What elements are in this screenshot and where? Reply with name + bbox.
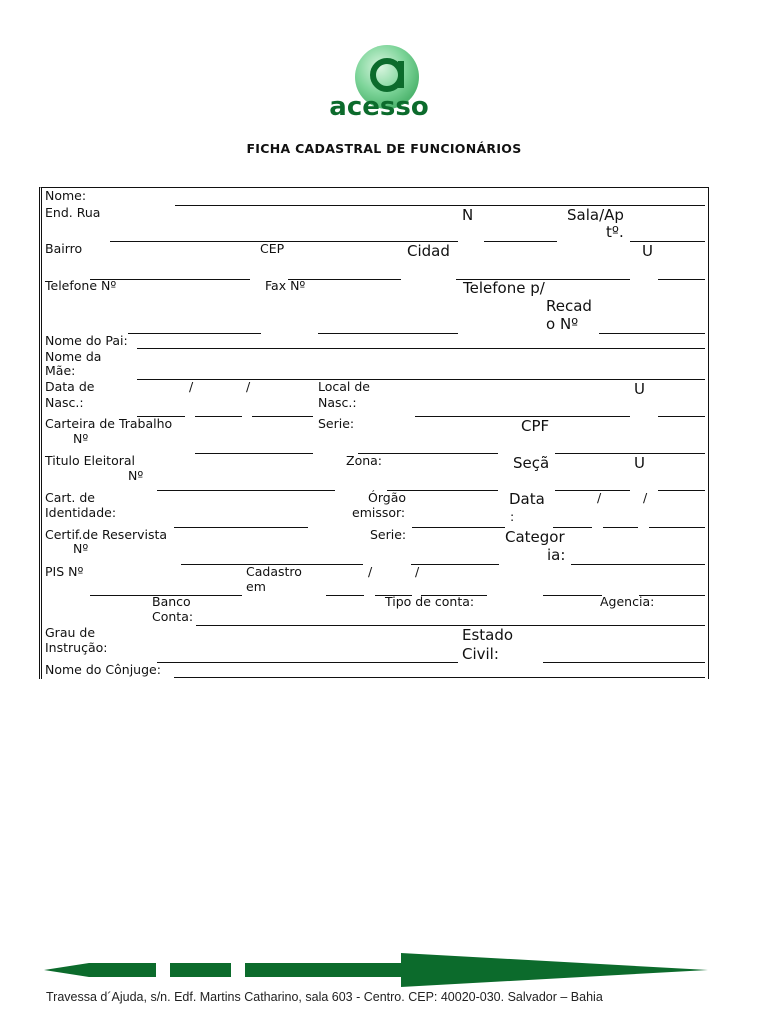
label-numero: N bbox=[462, 206, 474, 224]
label-sala-b: tº. bbox=[606, 223, 624, 241]
label-categoria-b: ia: bbox=[547, 546, 566, 564]
label-data-a: Data bbox=[509, 490, 545, 508]
label-uf-nasc: U bbox=[634, 380, 645, 398]
label-carteira-b: Nº bbox=[73, 431, 89, 446]
label-uf-titulo: U bbox=[634, 454, 645, 472]
field-uf-line[interactable] bbox=[658, 279, 705, 280]
label-serie-reservista: Serie: bbox=[370, 527, 407, 542]
label-categoria-a: Categor bbox=[505, 528, 565, 546]
label-grau-b: Instrução: bbox=[45, 640, 108, 655]
label-fax: Fax Nº bbox=[265, 278, 306, 293]
footer-arrow-icon bbox=[44, 950, 712, 990]
field-serie-reservista-line[interactable] bbox=[411, 564, 499, 565]
label-orgao-b: emissor: bbox=[352, 505, 406, 520]
label-data-nasc-a: Data de bbox=[45, 379, 95, 394]
field-mes-nasc-line[interactable] bbox=[195, 416, 242, 417]
date-separator: / bbox=[189, 379, 194, 394]
label-local-nasc-a: Local de bbox=[318, 379, 370, 394]
form-title: FICHA CADASTRAL DE FUNCIONÁRIOS bbox=[246, 141, 522, 156]
field-uf-titulo-line[interactable] bbox=[658, 490, 705, 491]
field-secao-line[interactable] bbox=[555, 490, 630, 491]
label-orgao-a: Órgão bbox=[368, 490, 407, 505]
field-uf-nasc-line[interactable] bbox=[658, 416, 705, 417]
date-separator: / bbox=[597, 490, 602, 505]
label-data-nasc-b: Nasc.: bbox=[45, 395, 84, 410]
label-cadastro-b: em bbox=[246, 579, 266, 594]
label-tipo-conta: Tipo de conta: bbox=[385, 594, 475, 609]
field-categoria-line[interactable] bbox=[571, 564, 705, 565]
label-serie: Serie: bbox=[318, 416, 355, 431]
field-fax-line[interactable] bbox=[318, 333, 458, 334]
label-tel-recado-a: Telefone p/ bbox=[463, 279, 545, 297]
label-estado-b: Civil: bbox=[462, 645, 499, 663]
label-telefone: Telefone Nº bbox=[45, 278, 117, 293]
label-nome-pai: Nome do Pai: bbox=[45, 333, 128, 348]
label-carteira-a: Carteira de Trabalho bbox=[45, 416, 173, 431]
field-conjuge-line[interactable] bbox=[174, 677, 705, 678]
field-estado-civil-line[interactable] bbox=[543, 662, 705, 663]
logo bbox=[318, 44, 438, 126]
label-cep: CEP bbox=[260, 241, 285, 256]
field-carteira-line[interactable] bbox=[195, 453, 313, 454]
field-nome-mae-line[interactable] bbox=[137, 379, 705, 380]
label-pis: PIS Nº bbox=[45, 564, 84, 579]
label-cadastro-a: Cadastro bbox=[246, 564, 302, 579]
label-reservista-b: Nº bbox=[73, 541, 89, 556]
field-tel-recado-line[interactable] bbox=[599, 333, 705, 334]
label-titulo-b: Nº bbox=[128, 468, 144, 483]
date-separator: / bbox=[246, 379, 251, 394]
label-nome-mae-b: Mãe: bbox=[45, 363, 76, 378]
label-cidade: Cidad bbox=[407, 242, 450, 260]
label-nome: Nome: bbox=[45, 188, 87, 203]
field-data-ano-line[interactable] bbox=[649, 527, 705, 528]
label-zona: Zona: bbox=[346, 453, 383, 468]
label-reservista-a: Certif.de Reservista bbox=[45, 527, 168, 542]
label-estado-a: Estado bbox=[462, 626, 514, 644]
date-separator: / bbox=[415, 564, 420, 579]
label-cart-id-b: Identidade: bbox=[45, 505, 117, 520]
field-nome-pai-line[interactable] bbox=[137, 348, 705, 349]
field-ano-nasc-line[interactable] bbox=[252, 416, 313, 417]
field-numero-line[interactable] bbox=[484, 241, 557, 242]
label-nome-mae-a: Nome da bbox=[45, 349, 102, 364]
field-identidade-line[interactable] bbox=[174, 527, 308, 528]
label-secao: Seçã bbox=[513, 454, 550, 472]
label-agencia: Agencia: bbox=[600, 594, 655, 609]
label-conjuge: Nome do Cônjuge: bbox=[45, 662, 161, 677]
field-orgao-line[interactable] bbox=[412, 527, 505, 528]
field-titulo-line[interactable] bbox=[157, 490, 335, 491]
field-cadastro-dia-line[interactable] bbox=[326, 595, 364, 596]
label-cpf: CPF bbox=[521, 417, 550, 435]
field-pis-extra-line[interactable] bbox=[543, 595, 602, 596]
label-uf: U bbox=[642, 242, 653, 260]
field-cpf-line[interactable] bbox=[555, 453, 705, 454]
logo-wordmark: acesso bbox=[329, 92, 429, 122]
label-grau-a: Grau de bbox=[45, 625, 96, 640]
label-bairro: Bairro bbox=[45, 241, 83, 256]
date-separator: / bbox=[643, 490, 648, 505]
label-tel-recado-b: Recad bbox=[546, 297, 592, 315]
label-titulo-a: Titulo Eleitoral bbox=[45, 453, 135, 468]
field-grau-line[interactable] bbox=[157, 662, 458, 663]
field-nome-line[interactable] bbox=[175, 205, 705, 206]
label-tel-recado-c: o Nº bbox=[546, 315, 579, 333]
label-cart-id-a: Cart. de bbox=[45, 490, 95, 505]
label-sala-a: Sala/Ap bbox=[567, 206, 624, 224]
field-data-mes-line[interactable] bbox=[603, 527, 638, 528]
field-conta-line[interactable] bbox=[196, 625, 705, 626]
label-data-b: : bbox=[510, 509, 515, 524]
label-banco-a: Banco bbox=[152, 594, 191, 609]
footer-address: Travessa d´Ajuda, s/n. Edf. Martins Catharino, sala 603 - Centro. CEP: 40020-030. Salvador – Bahia bbox=[46, 990, 603, 1004]
label-end-rua: End. Rua bbox=[45, 205, 101, 220]
date-separator: / bbox=[368, 564, 373, 579]
label-banco-b: Conta: bbox=[152, 609, 194, 624]
label-local-nasc-b: Nasc.: bbox=[318, 395, 357, 410]
field-telefone-line[interactable] bbox=[128, 333, 261, 334]
